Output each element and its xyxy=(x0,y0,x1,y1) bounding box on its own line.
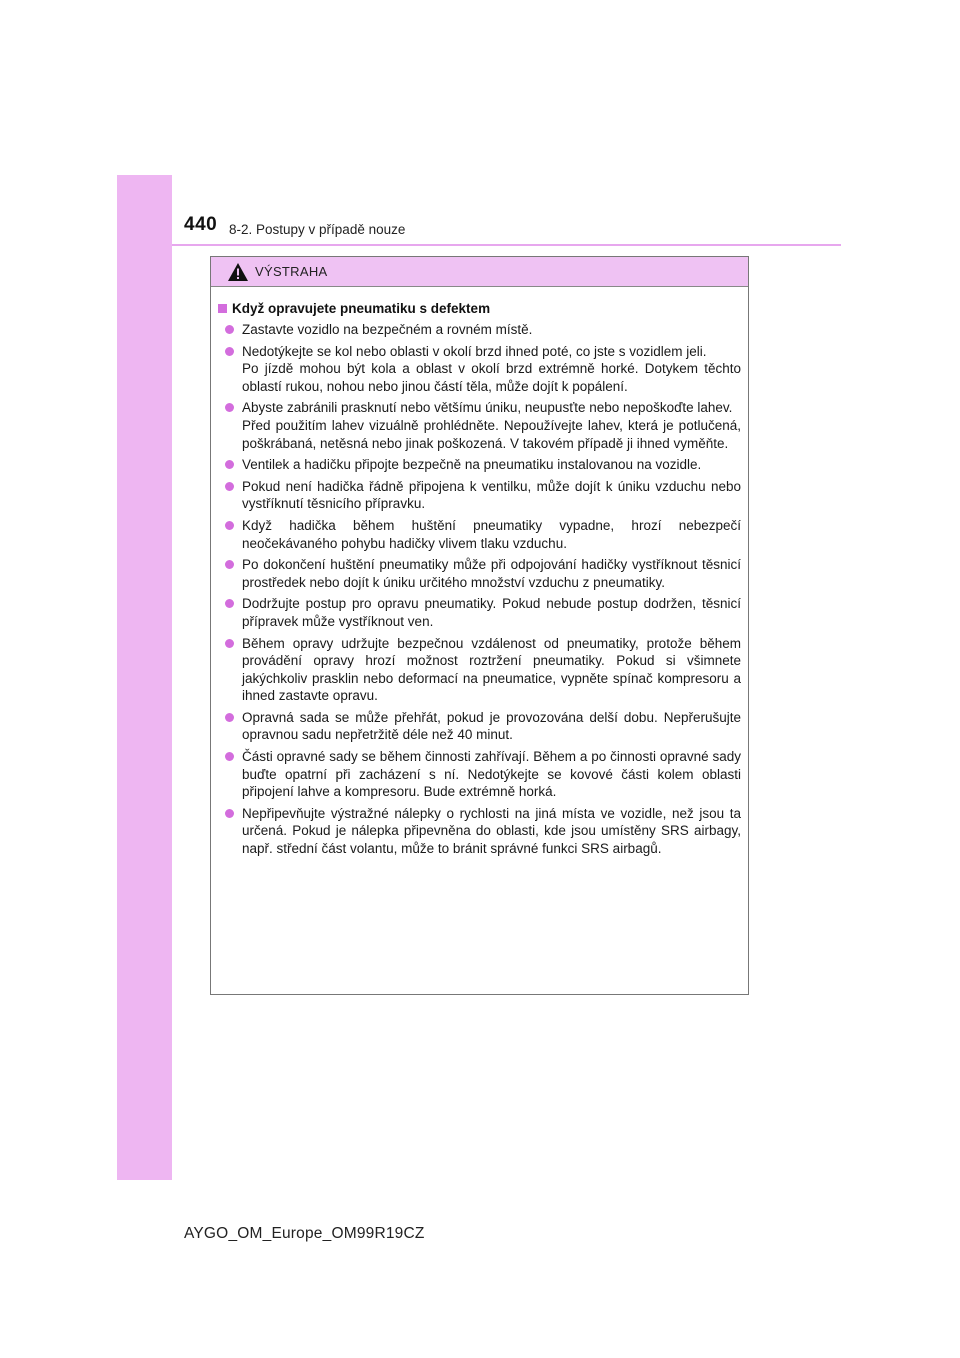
list-item: Části opravné sady se během činnosti zahřívají. Během a po činnosti opravné sady buďte opatrní při zacházení s ní. Nedotýkejte se kovové části kolem oblasti připojení lahve a kompresoru. Bude extrémně horká. xyxy=(218,748,741,801)
bullet-icon xyxy=(225,403,234,412)
bullet-icon xyxy=(225,521,234,530)
bullet-icon xyxy=(225,639,234,648)
bullet-icon xyxy=(225,325,234,334)
list-item: Dodržujte postup pro opravu pneumatiky. Pokud nebude postup dodržen, těsnicí přípravek může vystříknout ven. xyxy=(218,595,741,630)
bullet-icon xyxy=(225,482,234,491)
document-footer-id: AYGO_OM_Europe_OM99R19CZ xyxy=(184,1225,425,1242)
list-item: Po dokončení huštění pneumatiky může při odpojování hadičky vystříknout těsnicí prostředek nebo dojít k úniku určitého množství vzduchu z pneumatiky. xyxy=(218,556,741,591)
header-rule xyxy=(172,244,841,246)
list-item: Opravná sada se může přehřát, pokud je provozována delší dobu. Nepřerušujte opravnou sadu nepřetržitě déle než 40 minut. xyxy=(218,709,741,744)
warning-header xyxy=(211,257,748,287)
bullet-icon xyxy=(225,560,234,569)
list-item: Ventilek a hadičku připojte bezpečně na pneumatiku instalovanou na vozidle. xyxy=(218,456,741,474)
list-item: Nepřipevňujte výstražné nálepky o rychlosti na jiná místa ve vozidle, než jsou ta určená. Pokud je nálepka připevněna do oblasti, kde jsou umístěny SRS airbagy, např. střední část volantu, může to bránit správné funkci SRS airbagů. xyxy=(218,805,741,858)
page-number: 440 xyxy=(184,214,218,235)
bullet-icon xyxy=(225,599,234,608)
side-color-band xyxy=(117,175,172,1180)
warning-title: VÝSTRAHA xyxy=(255,264,328,279)
list-item: Nedotýkejte se kol nebo oblasti v okolí brzd ihned poté, co jste s vozidlem jeli. Po jízdě mohou být kola a oblast v okolí brzd extrémně horké. Dotykem těchto oblastí rukou, nohou nebo jinou částí těla, může dojít k popálení. xyxy=(218,343,741,396)
square-bullet-icon xyxy=(218,304,227,313)
warning-heading-text: Když opravujete pneumatiku s defektem xyxy=(232,301,491,316)
warning-body xyxy=(211,287,748,858)
list-item: Pokud není hadička řádně připojena k ventilku, může dojít k úniku vzduchu nebo vystříknutí těsnicího přípravku. xyxy=(218,478,741,513)
warning-triangle-icon xyxy=(227,262,249,282)
list-item: Abyste zabránili prasknutí nebo většímu úniku, neupusťte nebo nepoškoďte lahev. Před použitím lahev vizuálně prohlédněte. Nepoužívejte lahev, která je potlučená, poškrábaná, netěsná nebo jinak poškozená. V takovém případě ji ihned vyměňte. xyxy=(218,399,741,452)
bullet-icon xyxy=(225,752,234,761)
bullet-icon xyxy=(225,347,234,356)
warning-box xyxy=(210,256,749,995)
list-item: Když hadička během huštění pneumatiky vypadne, hrozí nebezpečí neočekávaného pohybu hadičky vlivem tlaku vzduchu. xyxy=(218,517,741,552)
bullet-icon xyxy=(225,460,234,469)
warning-items xyxy=(218,321,741,858)
warning-heading xyxy=(218,301,741,316)
bullet-icon xyxy=(225,809,234,818)
list-item: Během opravy udržujte bezpečnou vzdálenost od pneumatiky, protože během provádění opravy hrozí možnost roztržení pneumatiky. Pokud si všimnete jakýchkoliv prasklin nebo deformací na pneumatice, vypněte spínač kompresoru a ihned zastavte opravu. xyxy=(218,635,741,705)
section-title: 8-2. Postupy v případě nouze xyxy=(229,222,406,237)
bullet-icon xyxy=(225,713,234,722)
list-item: Zastavte vozidlo na bezpečném a rovném místě. xyxy=(218,321,741,339)
